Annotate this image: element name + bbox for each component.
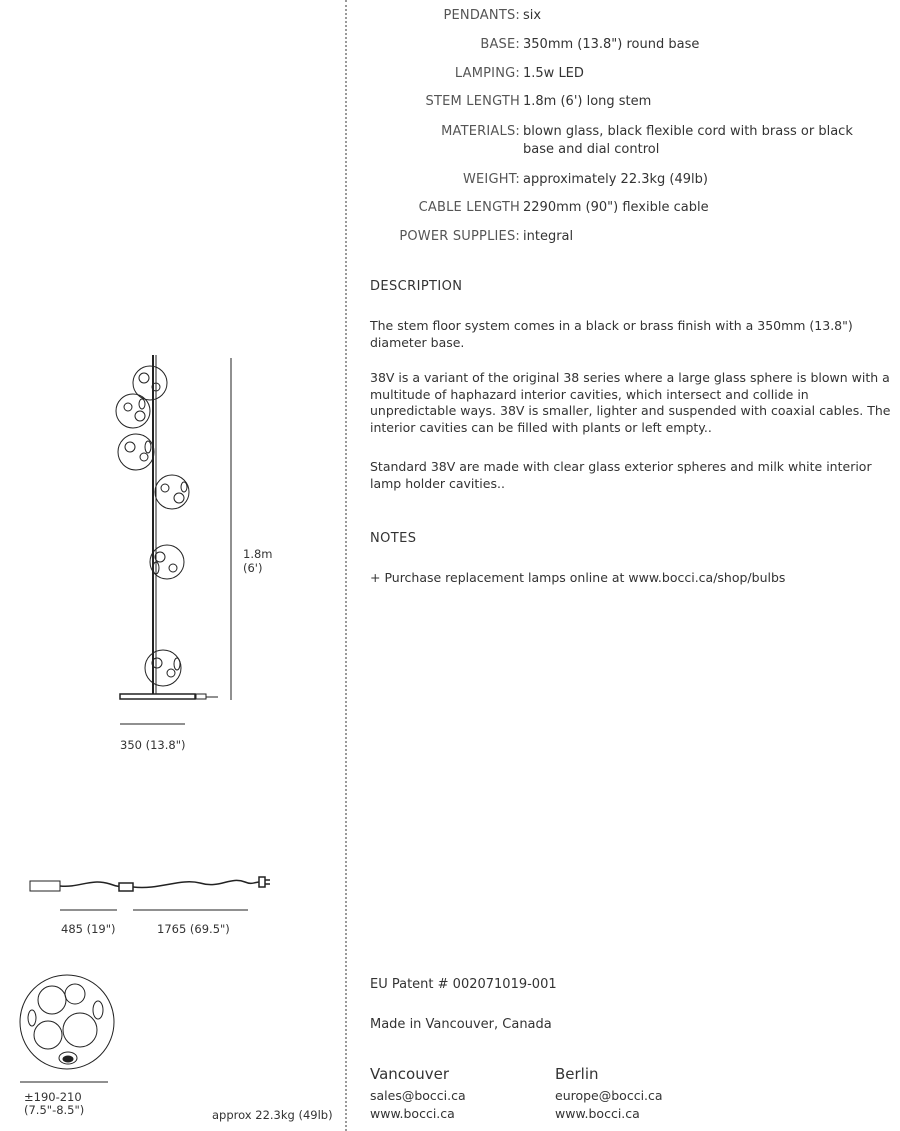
notes-heading: NOTES bbox=[370, 531, 417, 546]
spec-label-materials: MATERIALS: bbox=[441, 124, 520, 139]
spec-label-base: BASE: bbox=[480, 37, 520, 52]
cable-drawing bbox=[30, 870, 290, 920]
office-email-vancouver[interactable]: sales@bocci.ca bbox=[370, 1088, 466, 1103]
lamp-elevation-drawing bbox=[100, 350, 360, 710]
description-paragraph: The stem floor system comes in a black or brass finish with a 350mm (13.8") diameter base. bbox=[370, 318, 853, 350]
office-email-berlin[interactable]: europe@bocci.ca bbox=[555, 1088, 663, 1103]
spec-value-pendants: six bbox=[523, 8, 542, 23]
sphere-dimension-label bbox=[24, 1091, 84, 1117]
spec-label-lamping: LAMPING: bbox=[454, 66, 520, 81]
sphere-dimension-imperial: (7.5"-8.5") bbox=[24, 1103, 85, 1117]
spec-value-stem-length: 1.8m (6') long stem bbox=[523, 94, 652, 109]
patent-text: EU Patent # 002071019-001 bbox=[370, 977, 557, 992]
height-dimension-imperial: (6') bbox=[243, 561, 263, 575]
height-dimension-label bbox=[243, 547, 273, 575]
spec-value-weight: approximately 22.3kg (49lb) bbox=[523, 172, 708, 187]
base-dimension-label: 350 (13.8") bbox=[120, 738, 186, 752]
spec-label-cable-length: CABLE LENGTH bbox=[418, 200, 520, 215]
description-paragraph: 38V is a variant of the original 38 series where a large glass sphere is blown with a multitude of haphazard interior cavities, which intersect and collide in unpredictable ways. 38V is smaller, lighter and suspended with coaxial cables. The interior cavities can be filled with plants or left empty.. bbox=[370, 370, 891, 435]
office-web-berlin[interactable]: www.bocci.ca bbox=[555, 1106, 640, 1121]
spec-value-cable-length: 2290mm (90") flexible cable bbox=[523, 200, 709, 215]
spec-label-stem-length: STEM LENGTH bbox=[425, 94, 520, 109]
notes-item: + Purchase replacement lamps online at www.bocci.ca/shop/bulbs bbox=[370, 570, 786, 585]
sphere-dimension-value: ±190-210 bbox=[24, 1090, 82, 1104]
description-paragraph: Standard 38V are made with clear glass exterior spheres and milk white interior lamp holder cavities.. bbox=[370, 459, 872, 491]
spec-value-materials: blown glass, black flexible cord with brass or black base and dial control bbox=[523, 124, 853, 157]
cable-dimension-2-label: 1765 (69.5") bbox=[157, 922, 230, 936]
description-heading: DESCRIPTION bbox=[370, 279, 463, 294]
spec-table bbox=[340, 0, 900, 260]
spec-value-base: 350mm (13.8") round base bbox=[523, 37, 700, 52]
height-dimension-value: 1.8m bbox=[243, 547, 273, 561]
spec-label-power-supplies: POWER SUPPLIES: bbox=[399, 229, 520, 244]
cable-dimension-1-label: 485 (19") bbox=[61, 922, 116, 936]
office-web-vancouver[interactable]: www.bocci.ca bbox=[370, 1106, 455, 1121]
made-in-text: Made in Vancouver, Canada bbox=[370, 1017, 552, 1032]
spec-label-pendants: PENDANTS: bbox=[443, 8, 520, 23]
spec-value-lamping: 1.5w LED bbox=[523, 66, 584, 81]
spec-label-weight: WEIGHT: bbox=[462, 172, 520, 187]
sphere-detail-drawing bbox=[10, 970, 130, 1090]
weight-label: approx 22.3kg (49lb) bbox=[212, 1108, 333, 1122]
office-city-vancouver: Vancouver bbox=[370, 1065, 449, 1083]
office-city-berlin: Berlin bbox=[555, 1065, 599, 1083]
spec-value-power-supplies: integral bbox=[523, 229, 574, 244]
